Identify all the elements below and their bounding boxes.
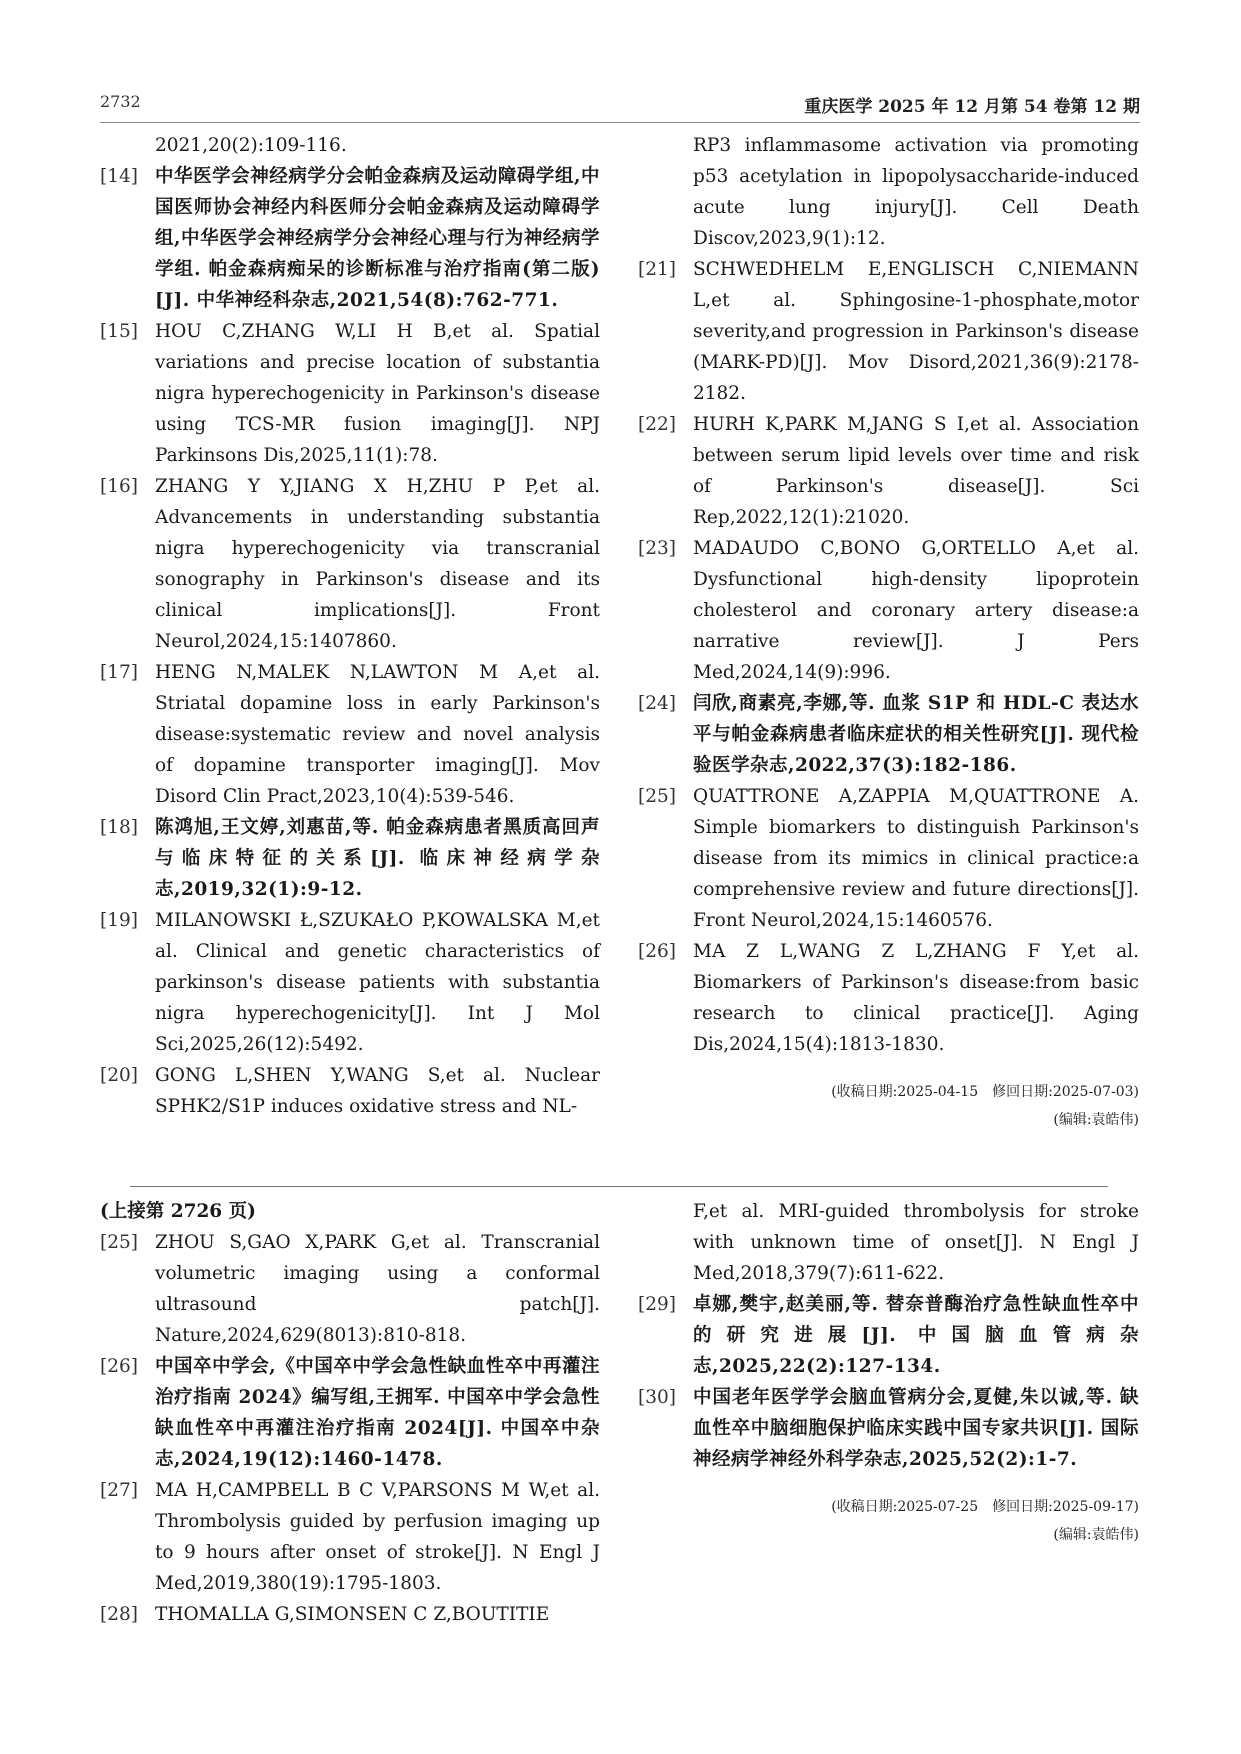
reference-item [638,254,1139,409]
reference-text: 闫欣,商素亮,李娜,等. 血浆 S1P 和 HDL-C 表达水平与帕金森病患者临床症状的相关性研究[J]. 现代检验医学杂志,2022,37(3):182-186. [693,693,1139,776]
reference-number: [26] [638,941,676,962]
reference-number: [28] [100,1604,138,1625]
reference-text: THOMALLA G,SIMONSEN C Z,BOUTITIE [155,1604,550,1625]
reference-number: [18] [100,817,138,838]
reference-number: [27] [100,1480,138,1501]
reference-item [100,657,600,812]
page-number: 2732 [100,92,141,111]
reference-text: 中国老年医学学会脑血管病分会,夏健,朱以诚,等. 缺血性卒中脑细胞保护临床实践中国专家共识[J]. 国际神经病学神经外科学杂志,2025,52(2):1-7. [693,1387,1139,1470]
editor-note: (编辑:袁皓伟) [1053,1527,1139,1543]
reference-text: HENG N,MALEK N,LAWTON M A,et al. Striatal dopamine loss in early Parkinson's disease:systematic review and novel analysis of dopamine transporter imaging[J]. Mov Disord Clin Pract,2023,10(4):539-546. [155,662,600,807]
reference-text: 卓娜,樊宇,赵美丽,等. 替奈普酶治疗急性缺血性卒中的研究进展[J]. 中国脑血管病杂志,2025,22(2):127-134. [693,1294,1139,1377]
reference-item [638,130,1139,254]
reference-text: MILANOWSKI Ł,SZUKAŁO P,KOWALSKA M,et al. Clinical and genetic characteristics of parkinson's disease patients with substantia nigra hyperechogenicity[J]. Int J Mol Sci,2025,26(12):5492. [155,910,600,1055]
reference-text: ZHOU S,GAO X,PARK G,et al. Transcranial volumetric imaging using a conformal ultrasound patch[J]. Nature,2024,629(8013):810-818. [155,1232,600,1346]
reference-item [100,905,600,1060]
reference-text: RP3 inflammasome activation via promoting p53 acetylation in lipopolysaccharide-induced acute lung injury[J]. Cell Death Discov,2023,9(1):12. [693,135,1139,249]
continued-from-note: (上接第 2726 页) [100,1201,256,1222]
received-date: (收稿日期:2025-07-25 修回日期:2025-09-17) [831,1499,1139,1515]
reference-text: F,et al. MRI-guided thrombolysis for stroke with unknown time of onset[J]. N Engl J Med,2018,379(7):611-622. [693,1201,1139,1284]
reference-item [100,130,600,161]
reference-number: [23] [638,538,676,559]
reference-text: ZHANG Y Y,JIANG X H,ZHU P P,et al. Advancements in understanding substantia nigra hyperechogenicity via transcranial sonography in Parkinson's disease and its clinical implications[J]. Front Neurol,2024,15:1407860. [155,476,600,652]
reference-number: [15] [100,321,138,342]
reference-text: QUATTRONE A,ZAPPIA M,QUATTRONE A. Simple biomarkers to distinguish Parkinson's disease from its mimics in clinical practice:a comprehensive review and future directions[J]. Front Neurol,2024,15:1460576. [693,786,1139,931]
reference-number: [26] [100,1356,138,1377]
reference-item [638,1289,1139,1382]
reference-number: [30] [638,1387,676,1408]
reference-text: MA H,CAMPBELL B C V,PARSONS M W,et al. Thrombolysis guided by perfusion imaging up to 9 hours after onset of stroke[J]. N Engl J Med,2019,380(19):1795-1803. [155,1480,600,1594]
bottom-right-column [638,1196,1139,1549]
reference-number: [20] [100,1065,138,1086]
reference-item [100,316,600,471]
reference-item [638,781,1139,936]
top-right-column [638,130,1139,1134]
reference-number: [16] [100,476,138,497]
reference-item [100,161,600,316]
reference-number: [25] [638,786,676,807]
reference-number: [17] [100,662,138,683]
reference-text: HURH K,PARK M,JANG S I,et al. Association between serum lipid levels over time and risk of Parkinson's disease[J]. Sci Rep,2022,12(1):21020. [693,414,1139,528]
reference-item [100,812,600,905]
editor-note: (编辑:袁皓伟) [1053,1112,1139,1128]
reference-text: MADAUDO C,BONO G,ORTELLO A,et al. Dysfunctional high-density lipoprotein cholesterol and coronary artery disease:a narrative review[J]. J Pers Med,2024,14(9):996. [693,538,1139,683]
reference-number: [29] [638,1294,676,1315]
reference-number: [21] [638,259,676,280]
reference-text: GONG L,SHEN Y,WANG S,et al. Nuclear SPHK2/S1P induces oxidative stress and NL- [155,1065,600,1117]
reference-text: HOU C,ZHANG W,LI H B,et al. Spatial variations and precise location of substantia nigra hyperechogenicity in Parkinson's disease using TCS-MR fusion imaging[J]. NPJ Parkinsons Dis,2025,11(1):78. [155,321,600,466]
reference-item [638,409,1139,533]
reference-text: 中华医学会神经病学分会帕金森病及运动障碍学组,中国医师协会神经内科医师分会帕金森病及运动障碍学组,中华医学会神经病学分会神经心理与行为神经病学学组. 帕金森病痴呆的诊断标准与治疗指南(第二版)[J]. 中华神经科杂志,2021,54(8):762-771. [155,166,600,311]
reference-item [638,1382,1139,1475]
header-rule [100,122,1140,123]
reference-text: 2021,20(2):109-116. [155,135,347,156]
reference-item [100,1351,600,1475]
reference-number: [14] [100,166,138,187]
reference-number: [19] [100,910,138,931]
received-date: (收稿日期:2025-04-15 修回日期:2025-07-03) [831,1084,1139,1100]
reference-item [100,471,600,657]
reference-number: [24] [638,693,676,714]
reference-text: 中国卒中学会,《中国卒中学会急性缺血性卒中再灌注治疗指南 2024》编写组,王拥军. 中国卒中学会急性缺血性卒中再灌注治疗指南 2024[J]. 中国卒中杂志,2024,19(12):1460-1478. [155,1356,600,1470]
page-header [100,92,1140,118]
reference-number: [22] [638,414,676,435]
reference-item [638,688,1139,781]
reference-item [100,1475,600,1599]
reference-number: [25] [100,1232,138,1253]
bottom-left-column [100,1196,600,1630]
reference-item [100,1060,600,1122]
journal-title: 重庆医学 2025 年 12 月第 54 卷第 12 期 [804,97,1140,117]
reference-item [638,533,1139,688]
reference-text: 陈鸿旭,王文婷,刘惠苗,等. 帕金森病患者黑质高回声与临床特征的关系[J]. 临床神经病学杂志,2019,32(1):9-12. [155,817,600,900]
reference-item [100,1227,600,1351]
reference-item [100,1599,600,1630]
section-divider [130,1186,1108,1187]
reference-item [638,936,1139,1060]
top-left-column [100,130,600,1122]
reference-text: MA Z L,WANG Z L,ZHANG F Y,et al. Biomarkers of Parkinson's disease:from basic research to clinical practice[J]. Aging Dis,2024,15(4):1813-1830. [693,941,1139,1055]
reference-item [638,1196,1139,1289]
reference-text: SCHWEDHELM E,ENGLISCH C,NIEMANN L,et al. Sphingosine-1-phosphate,motor severity,and progression in Parkinson's disease (MARK-PD)[J]. Mov Disord,2021,36(9):2178-2182. [693,259,1139,404]
